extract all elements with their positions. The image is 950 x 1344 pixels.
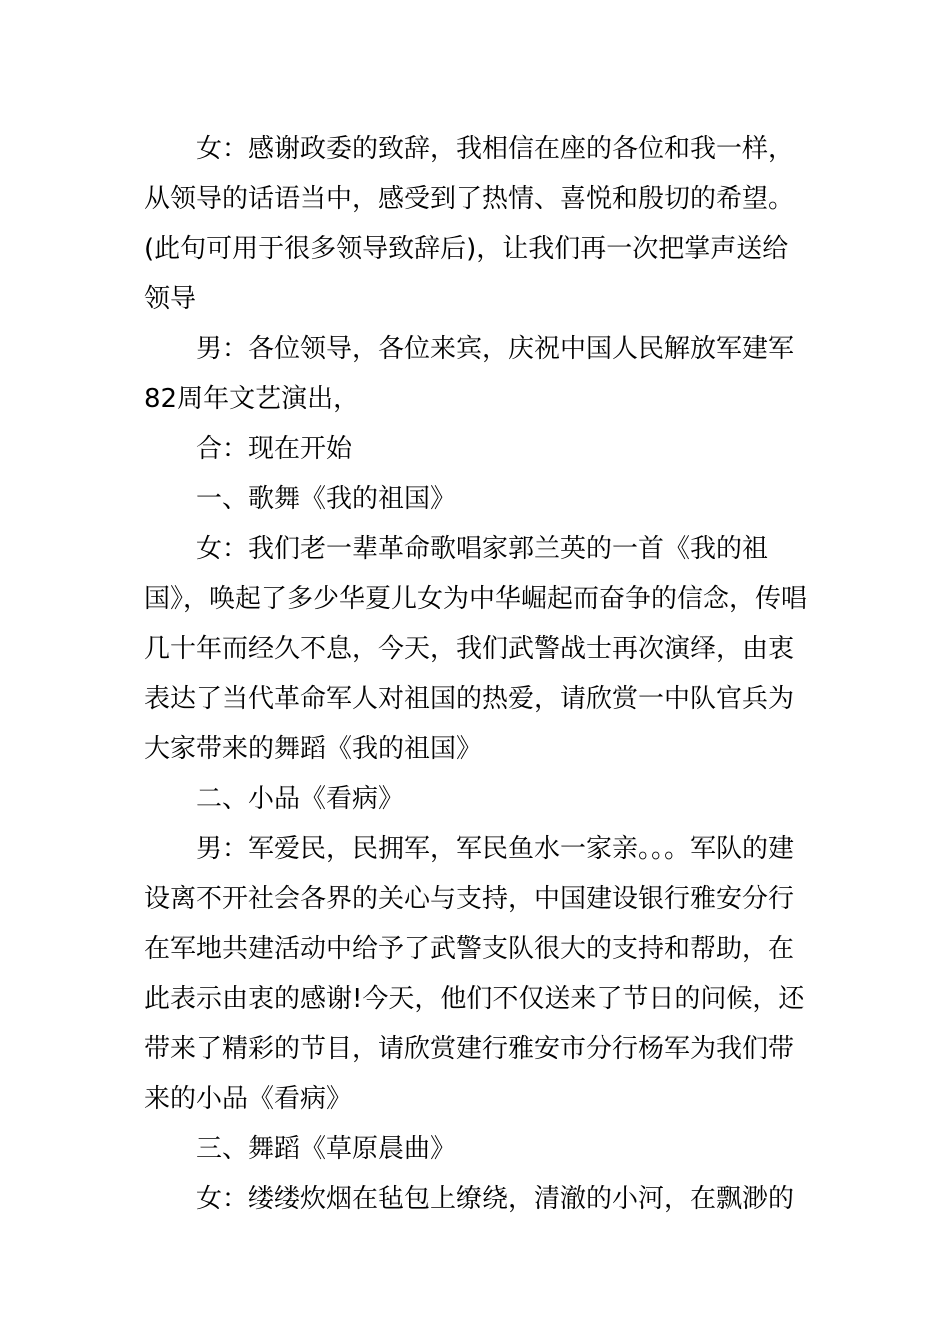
paragraph-6: 女：缕缕炊烟在毡包上缭绕，清澈的小河，在飘渺的: [196, 1184, 795, 1214]
document-body: [144, 124, 808, 1224]
section-heading-1: 一、歌舞《我的祖国》: [196, 484, 457, 514]
paragraph-3: 合：现在开始: [196, 434, 353, 464]
paragraph-1: 女：感谢政委的致辞，我相信在座的各位和我一样，从领导的话语当中，感受到了热情、喜悦和殷切的希望。(此句可用于很多领导致辞后)，让我们再一次把掌声送给领导: [144, 134, 795, 314]
paragraph-2: 男：各位领导，各位来宾，庆祝中国人民解放军建军82周年文艺演出，: [144, 334, 795, 414]
section-heading-2: 二、小品《看病》: [196, 784, 405, 814]
section-heading-3: 三、舞蹈《草原晨曲》: [196, 1134, 457, 1164]
paragraph-4: 女：我们老一辈革命歌唱家郭兰英的一首《我的祖国》，唤起了多少华夏儿女为中华崛起而奋争的信念，传唱几十年而经久不息，今天，我们武警战士再次演绎，由衷表达了当代革命军人对祖国的热爱，请欣赏一中队官兵为大家带来的舞蹈《我的祖国》: [144, 534, 808, 764]
paragraph-5: 男：军爱民，民拥军，军民鱼水一家亲。。。军队的建设离不开社会各界的关心与支持，中国建设银行雅安分行在军地共建活动中给予了武警支队很大的支持和帮助，在此表示由衷的感谢!今天，他们不仅送来了节日的问候，还带来了精彩的节目，请欣赏建行雅安市分行杨军为我们带来的小品《看病》: [144, 834, 805, 1114]
